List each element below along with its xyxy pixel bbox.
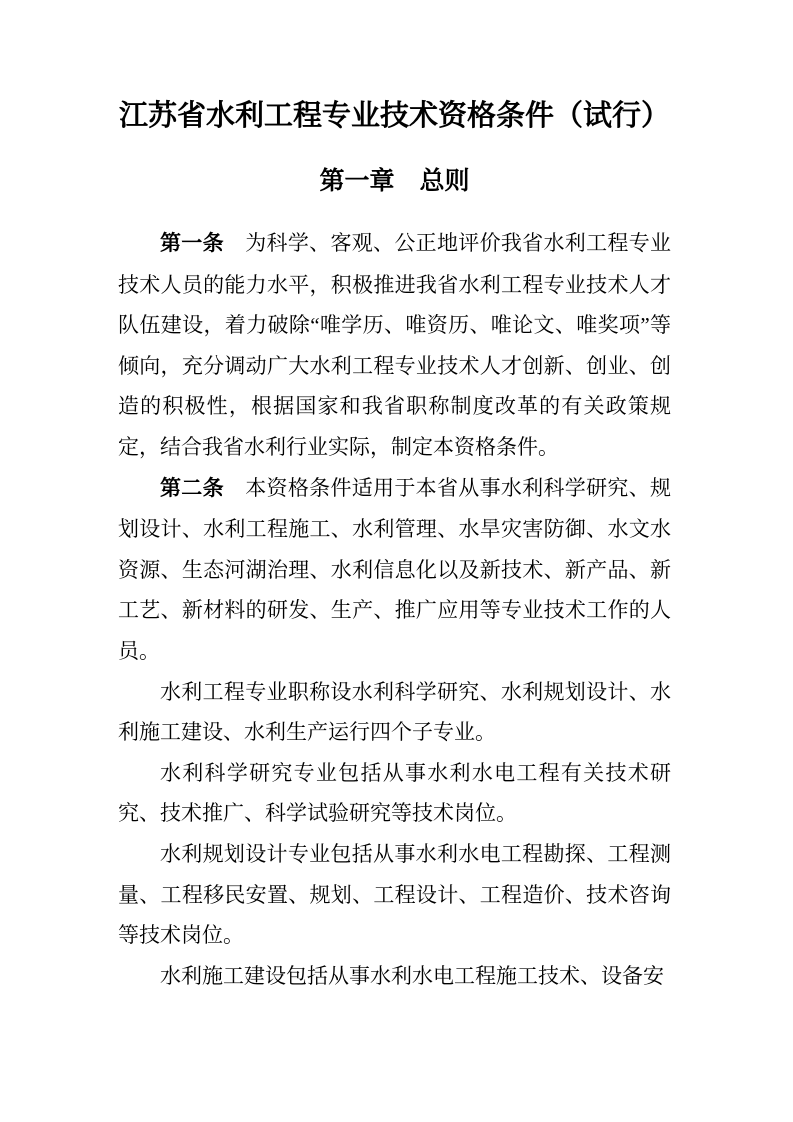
paragraph-text: 为科学、客观、公正地评价我省水利工程专业技术人员的能力水平，积极推进我省水利工程专业技术人才队伍建设，着力破除“唯学历、唯资历、唯论文、唯奖项”等倾向，充分调动广大水利工程专业技术人才创新、创业、创造的积极性，根据国家和我省职称制度改革的有关政策规定，结合我省水利行业实际，制定本资格条件。 bbox=[118, 231, 672, 459]
chapter-heading: 第一章 总则 bbox=[319, 167, 470, 195]
paragraph-text: 本资格条件适用于本省从事水利科学研究、规划设计、水利工程施工、水利管理、水旱灾害防御、水文水资源、生态河湖治理、水利信息化以及新技术、新产品、新工艺、新材料的研发、生产、推广应用等专业技术工作的人员。 bbox=[118, 475, 672, 663]
document-title: 江苏省水利工程专业技术资格条件（试行） bbox=[118, 100, 670, 132]
paragraph-text: 水利工程专业职称设水利科学研究、水利规划设计、水利施工建设、水利生产运行四个子专业。 bbox=[118, 679, 671, 745]
paragraph bbox=[118, 956, 671, 997]
paragraph-text: 水利规划设计专业包括从事水利水电工程勘探、工程测量、工程移民安置、规划、工程设计、工程造价、技术咨询等技术岗位。 bbox=[118, 841, 671, 948]
paragraph bbox=[118, 223, 671, 468]
article-number-lead: 第二条 bbox=[160, 476, 224, 500]
paragraph-text: 水利科学研究专业包括从事水利水电工程有关技术研究、技术推广、科学试验研究等技术岗位。 bbox=[118, 760, 671, 826]
paragraph bbox=[118, 468, 671, 672]
paragraph bbox=[118, 834, 671, 956]
paragraph-text: 水利施工建设包括从事水利水电工程施工技术、设备安 bbox=[160, 963, 664, 988]
paragraph bbox=[118, 753, 671, 834]
article-number-lead: 第一条 bbox=[160, 232, 224, 255]
document-body bbox=[118, 223, 671, 996]
paragraph bbox=[118, 672, 671, 753]
